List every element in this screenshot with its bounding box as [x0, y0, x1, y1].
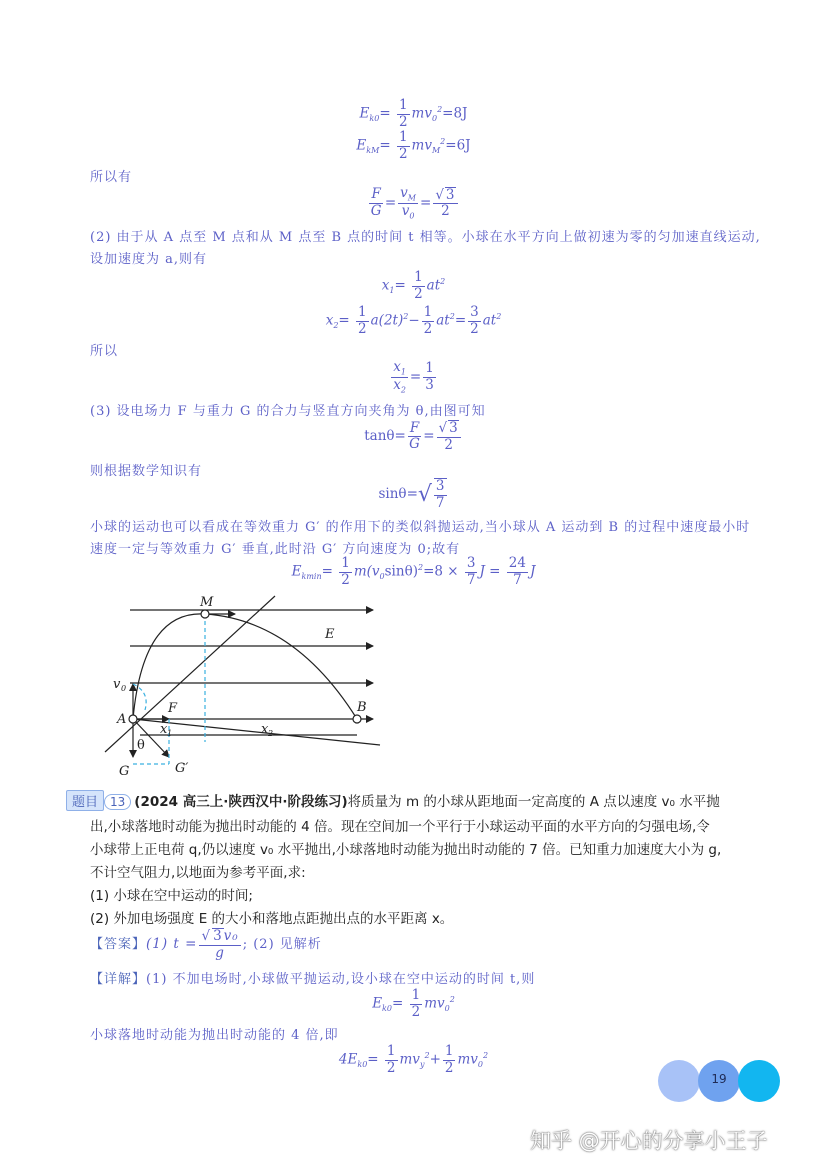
question-13-header: [66, 790, 720, 811]
question-tag: 题目: [66, 790, 104, 811]
text-shuxue: 则根据数学知识有: [90, 464, 203, 479]
text-4bei: 小球落地时动能为抛出时动能的 4 倍,即: [90, 1028, 339, 1043]
label-a: A: [117, 712, 127, 727]
text-part2-line1: (2) 由于从 A 点至 M 点和从 M 点至 B 点的时间 t 相等。小球在水平方向上做初速为零的匀加速直线运动,: [90, 230, 761, 245]
answer-line: 【答案】(1) t = $\frac{\text{√ 3v₀}}{g}$ ; (2) 见解析: [90, 928, 322, 961]
text-part3: (3) 设电场力 F 与重力 G 的合力与竖直方向夹角为 θ,由图可知: [90, 404, 486, 419]
equation-x1: $x_1=$ $\frac{1}{2}$ $at^2$: [381, 269, 446, 302]
label-theta: θ: [137, 738, 145, 753]
equation-ekm: $E_{kM}=$ $\frac{1}{2}$ $mv_M^2=6J$: [356, 129, 471, 162]
equation-tan-theta: tanθ= $\frac{F}{G}$ = $\frac{√ 3}{2}$: [0, 420, 827, 453]
text-suoyiyou: 所以有: [90, 170, 133, 185]
equation-ek0: $E_{k0}=$ $\frac{1}{2}$ $mv_0^2=8J$: [359, 97, 468, 130]
detail-line: 【详解】(1) 不加电场时,小球做平抛运动,设小球在空中运动的时间 t,则: [90, 972, 536, 987]
label-g-prime: G′: [175, 761, 189, 776]
label-f: F: [168, 701, 178, 716]
label-b: B: [357, 700, 367, 715]
trajectory-figure: [95, 592, 395, 782]
text-part2-line2: 设加速度为 a,则有: [90, 252, 208, 267]
trajectory-curve: [133, 614, 357, 719]
label-v0-sub: 0: [121, 684, 127, 693]
point-a: [129, 715, 137, 723]
question-line4: 不计空气阻力,以地面为参考平面,求:: [90, 865, 306, 881]
label-g: G: [119, 764, 130, 779]
text-suoyi: 所以: [90, 344, 119, 359]
question-source: (2024 高三上·陕西汉中·阶段练习): [134, 794, 348, 810]
question-sub2: (2) 外加电场强度 E 的大小和落地点距抛出点的水平距离 x。: [90, 911, 454, 927]
answer-label: 【答案】: [90, 937, 147, 953]
equation-x2: $x_2=$ $\frac{1}{2}$ $a(2t)^2-$ $\frac{1}{2}$ $at^2=$ $\frac{3}{2}$ $at^2$: [325, 304, 502, 337]
label-x2: x: [261, 722, 269, 737]
question-sub1: (1) 小球在空中运动的时间;: [90, 888, 253, 904]
text-part4-line1: 小球的运动也可以看成在等效重力 G′ 的作用下的类似斜抛运动,当小球从 A 运动到 B 的过程中速度最小时: [90, 520, 751, 535]
watermark: 知乎 @开心的分享小王子: [530, 1129, 768, 1153]
question-number: 13: [104, 794, 131, 810]
point-m: [201, 610, 209, 618]
page-circle-left: [658, 1060, 700, 1102]
label-x1: x: [160, 722, 168, 737]
label-x1-sub: 1: [167, 729, 173, 738]
question-line2: 出,小球落地时动能为抛出时动能的 4 倍。现在空间加一个平行于小球运动平面的水平方向的匀强电场,令: [90, 819, 710, 835]
equation-ek0-b: $E_{k0}=$ $\frac{1}{2}$ $mv_0^2$: [372, 987, 455, 1020]
label-e: E: [325, 627, 335, 642]
question-line1: 将质量为 m 的小球从距地面一定高度的 A 点以速度 v₀ 水平抛: [347, 794, 720, 810]
page-number: 19: [711, 1072, 727, 1086]
equation-f-over-g: $\frac{F}{G}$ = $\frac{v_M}{v_0}$ = $\frac{√ 3}{2}$: [0, 186, 827, 221]
label-m: M: [200, 595, 214, 610]
equation-ekmin: $E_{kmin}=$ $\frac{1}{2}$ $m(v_0\sin\theta)^2=8$ × $\frac{3}{7}$ J = $\frac{24}{7}$ J: [291, 555, 536, 588]
equation-4ek0: $4E_{k0}=$ $\frac{1}{2}$ $mv_y^2+$ $\frac{1}{2}$ $mv_0^2$: [338, 1043, 489, 1076]
detail-label: 【详解】: [90, 972, 147, 987]
question-line3: 小球带上正电荷 q,仍以速度 v₀ 水平抛出,小球落地时动能为抛出时动能的 7 倍。已知重力加速度大小为 g,: [90, 842, 722, 858]
label-x2-sub: 2: [268, 729, 274, 738]
point-b: [353, 715, 361, 723]
text-part4-line2: 速度一定与等效重力 G′ 垂直,此时沿 G′ 方向速度为 0;故有: [90, 542, 461, 557]
label-v0: v: [113, 677, 121, 692]
page-circle-right: [738, 1060, 780, 1102]
equation-sin-theta: sinθ=√ $\frac{3}{7}$: [378, 478, 445, 511]
equation-x-ratio: $\frac{x_1}{x_2}$ = $\frac{1}{3}$: [393, 359, 434, 395]
g-prime-line: [105, 596, 275, 752]
